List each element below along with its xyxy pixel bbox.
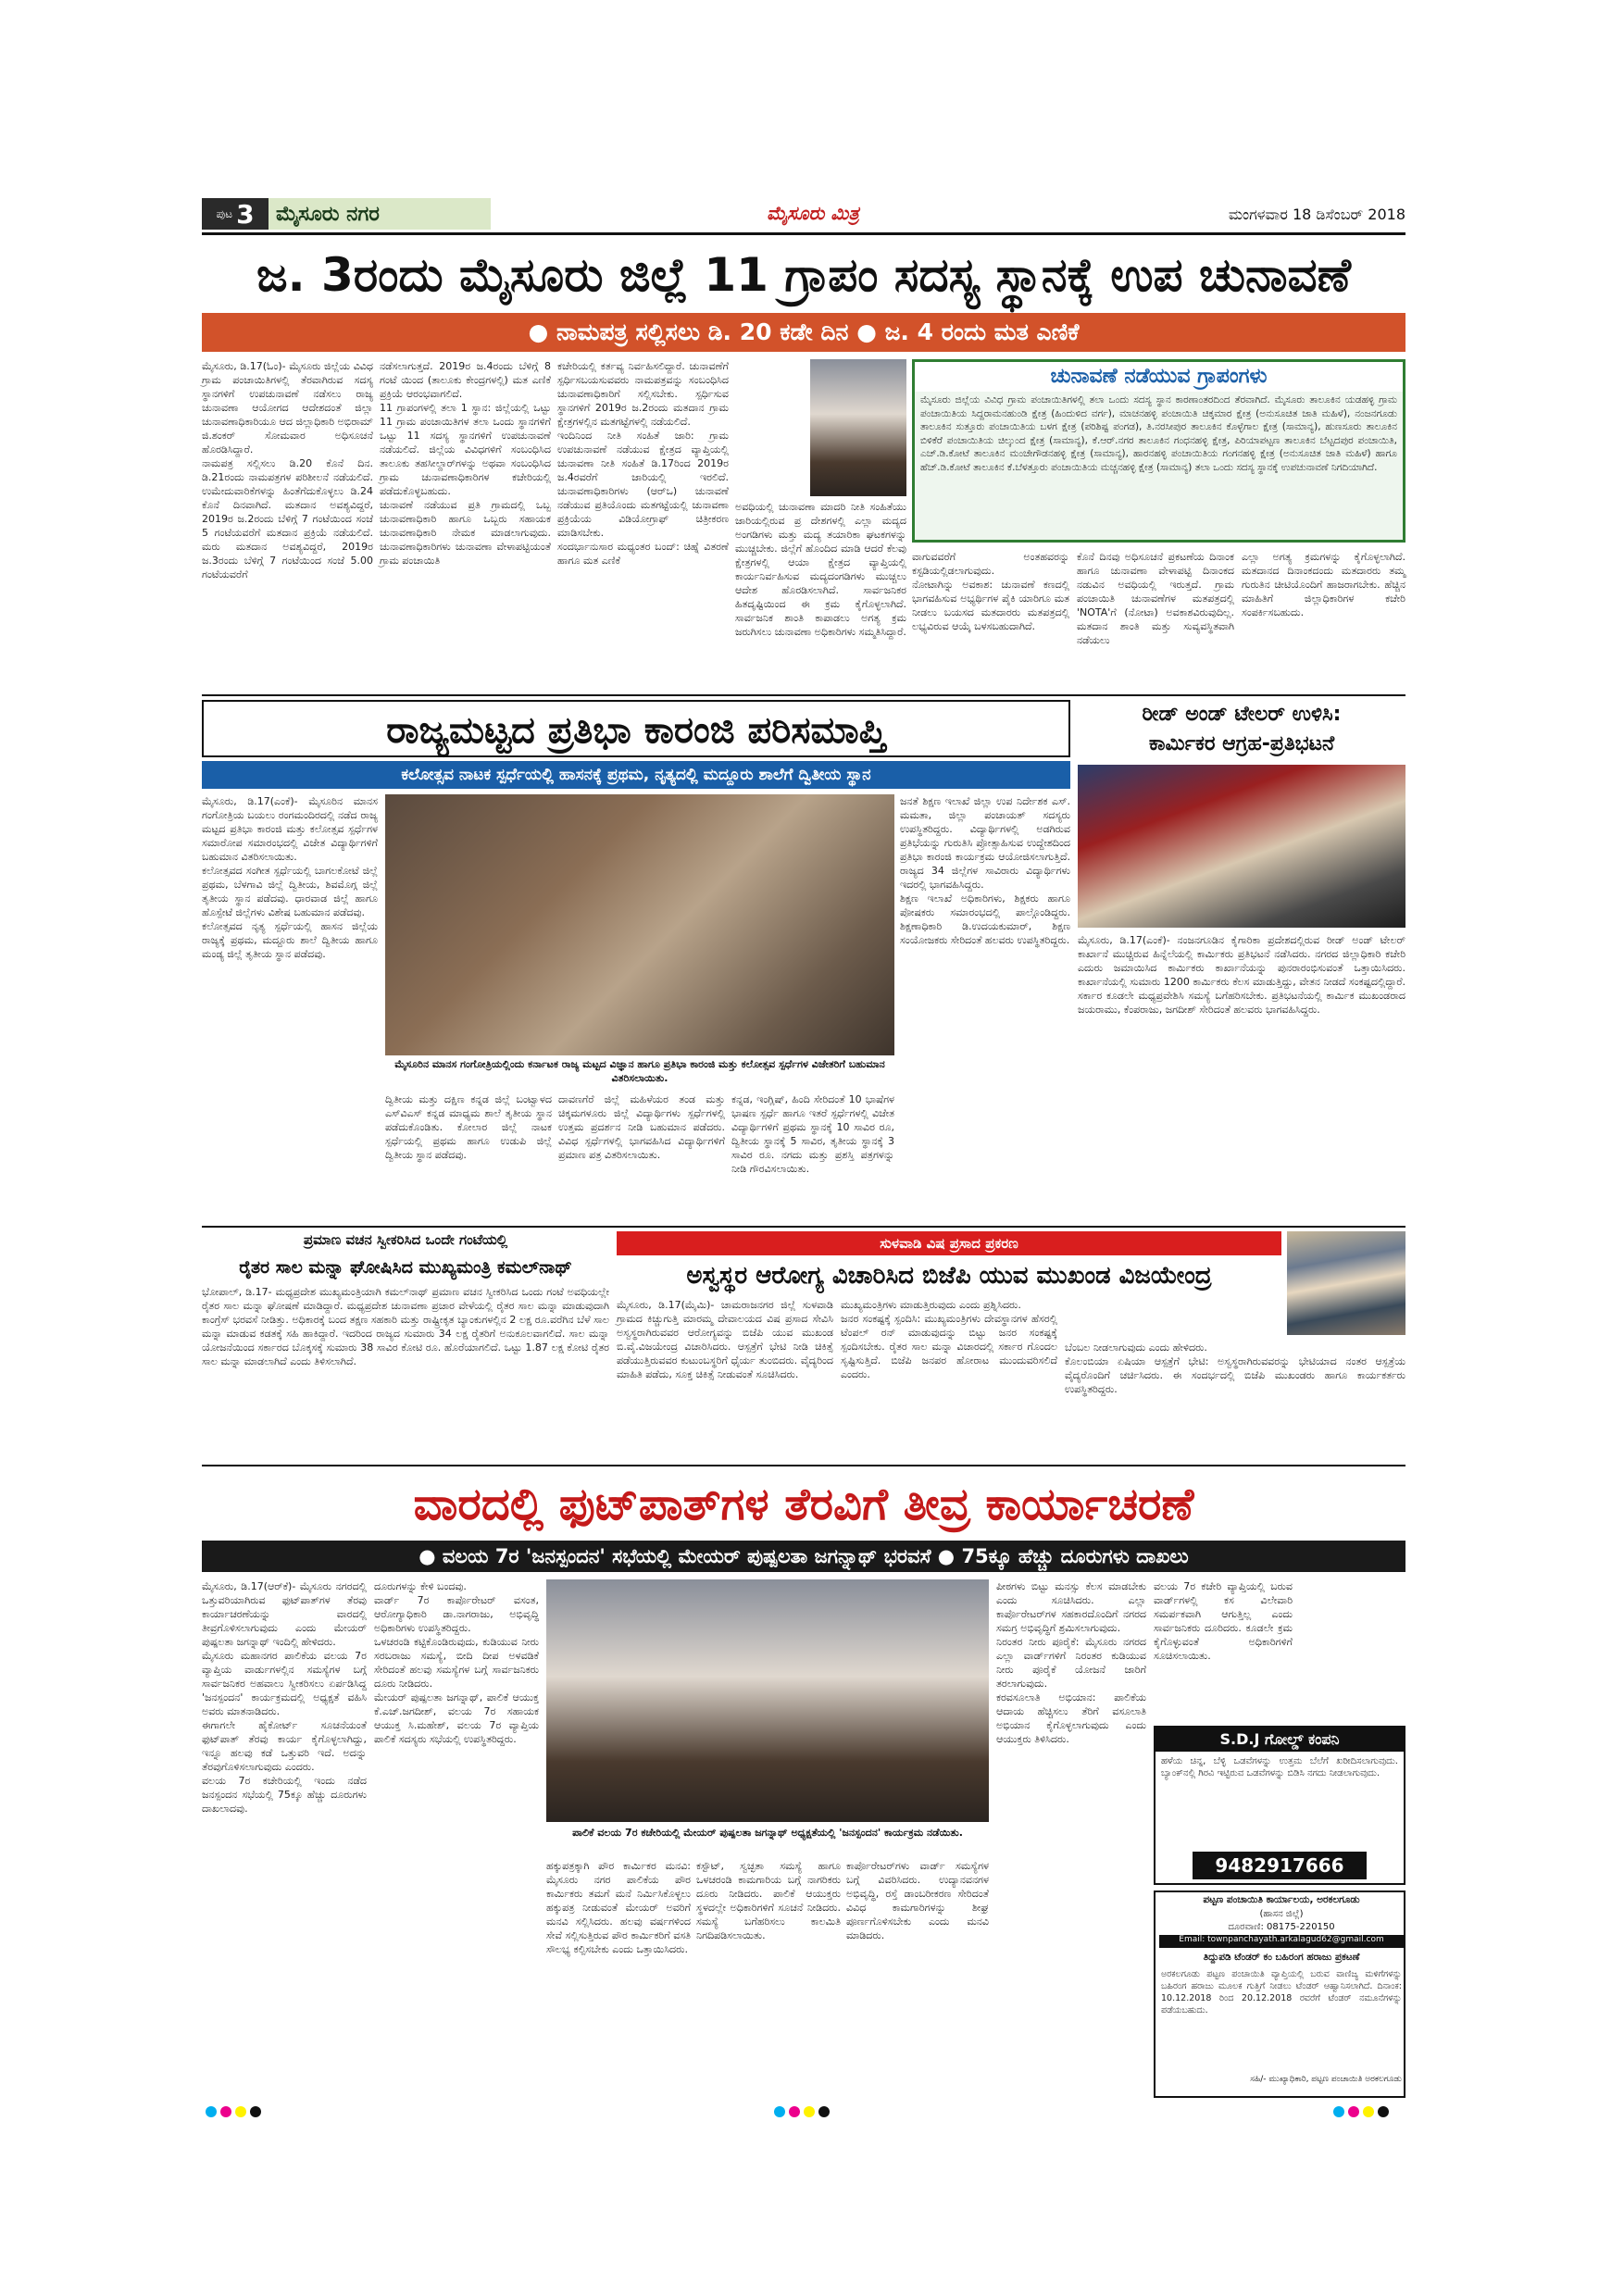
section-label-box bbox=[269, 198, 491, 230]
ad1-name: S.D.J ಗೋಲ್ಡ್ ಕಂಪನಿ bbox=[1156, 1728, 1404, 1752]
section-label: ಮೈಸೂರು ನಗರ bbox=[276, 202, 380, 226]
ad2-title: ಪಟ್ಟಣ ಪಂಚಾಯಿತಿ ಕಾರ್ಯಾಲಯ, ಅರಕಲಗೂಡು bbox=[1203, 1894, 1360, 1905]
ad2-notice-title: ತಿದ್ದುಪಡಿ ಟೆಂಡರ್ ಕಂ ಬಹಿರಂಗ ಹರಾಜು ಪ್ರಕಟಣೆ bbox=[1203, 1952, 1360, 1963]
story1-col6: ಕೊನೆ ದಿನವು ಅಧಿಸೂಚನೆ ಪ್ರಕಟಣೆಯ ದಿನಾಂಕ ಹಾಗೂ ಚುನಾವಣಾ ವೇಳಾಪಟ್ಟಿ ದಿನಾಂಕದ ನಡುವಿನ ಅವಧಿಯಲ್ಲಿ ಇರುತ್ತದೆ. ಗ್ರಾಮ ಪಂಚಾಯಿತಿ ಚುನಾವಣೆಗಳ ಮತಪತ್ರದಲ್ಲಿ 'NOTA'ಗೆ (ನೋಟಾ) ಅವಕಾಶವಿರುವುದಿಲ್ಲ. ಮತದಾನ ಶಾಂತಿ ಮತ್ತು ಸುವ್ಯವಸ್ಥಿತವಾಗಿ ನಡೆಯಲು bbox=[1077, 551, 1238, 646]
header-rule bbox=[202, 232, 1405, 235]
story1-col3: ಕಚೇರಿಯಲ್ಲಿ ಕರ್ತವ್ಯ ನಿರ್ವಹಿಸಲಿದ್ದಾರೆ. ಚುನಾವಣೆಗೆ ಸ್ಪರ್ಧಿಸಬಯಸುವವರು ನಾಮಪತ್ರವನ್ನು ಸಂಬಂಧಿಸಿದ ಚುನಾವಣಾಧಿಕಾರಿಗೆ ಸಲ್ಲಿಸಬೇಕು. ಸ್ಪರ್ಧಿಸುವ ಸ್ಥಾನಗಳಿಗೆ 2019ರ ಜ.2ರಂದು ಮತದಾನ ಗ್ರಾಮ ಕ್ಷೇತ್ರಗಳಲ್ಲಿನ ಮತಗಟ್ಟೆಗಳಲ್ಲಿ ನಡೆಯಲಿದೆ. ಇಂದಿನಿಂದ ನೀತಿ ಸಂಹಿತೆ ಜಾರಿ: ಗ್ರಾಮ ಉಪಚುನಾವಣೆ ನಡೆಯುವ ಕ್ಷೇತ್ರದ ವ್ಯಾಪ್ತಿಯಲ್ಲಿ ಚುನಾವಣಾ ನೀತಿ ಸಂಹಿತೆ ಡಿ.17ರಿಂದ 2019ರ ಜ.4ರವರೆಗೆ ಜಾರಿಯಲ್ಲಿ ಇರಲಿದೆ. ಚುನಾವಣಾಧಿಕಾರಿಗಳು (ಆರ್‌ಒ) ಚುನಾವಣೆ ನಡೆಯುವ ಪ್ರತಿಯೊಂದು ಮತಗಟ್ಟೆಯಲ್ಲಿ ಚುನಾವಣಾ ಪ್ರಕ್ರಿಯೆಯ ವಿಡಿಯೋಗ್ರಾಫ್ ಚಿತ್ರೀಕರಣ ಮಾಡಿಸಬೇಕು. ಸಂದರ್ಭಾನುಸಾರ ಮಧ್ಯಂತರ ಬಂದ್: ಚಿಹ್ನೆ ವಿತರಣೆ ಹಾಗೂ ಮತ ಎಣಿಕೆ bbox=[557, 360, 730, 567]
story6-col2: ದೂರುಗಳನ್ನು ಕೇಳಿ ಬಂದವು. ವಾರ್ಡ್ 7ರ ಕಾರ್ಪೊರೇಟರ್ ವಸಂತ, ಆರೋಗ್ಯಾಧಿಕಾರಿ ಡಾ.ನಾಗರಾಜು, ಅಭಿವೃದ್ಧಿ ಅಧಿಕಾರಿಗಳು ಉಪಸ್ಥಿತರಿದ್ದರು. ಒಳಚರಂಡಿ ಕಟ್ಟಿಕೊಂಡಿರುವುದು, ಕುಡಿಯುವ ನೀರು ಸರಬರಾಜು ಸಮಸ್ಯೆ, ಬೀದಿ ದೀಪ ಅಳವಡಿಕೆ ಸೇರಿದಂತೆ ಹಲವು ಸಮಸ್ಯೆಗಳ ಬಗ್ಗೆ ಸಾರ್ವಜನಿಕರು ದೂರು ನೀಡಿದರು. ಮೇಯರ್ ಪುಷ್ಪಲತಾ ಜಗನ್ನಾಥ್, ಪಾಲಿಕೆ ಆಯುಕ್ತ ಕೆ.ಎಚ್.ಜಗದೀಶ್, ವಲಯ 7ರ ಸಹಾಯಕ ಆಯುಕ್ತ ಸಿ.ಮಹೇಶ್, ವಲಯ 7ರ ವ್ಯಾಪ್ತಿಯ ಪಾಲಿಕೆ ಸದಸ್ಯರು ಸಭೆಯಲ್ಲಿ ಉಪಸ್ಥಿತರಿದ್ದರು. bbox=[374, 1580, 539, 1745]
story3-body: ಮೈಸೂರು, ಡಿ.17(ಎಂಕೆ)- ನಂಜನಗೂಡಿನ ಕೈಗಾರಿಕಾ ಪ್ರದೇಶದಲ್ಲಿರುವ ರೀಡ್ ಅಂಡ್ ಟೇಲರ್ ಕಾರ್ಖಾನೆ ಮುಚ್ಚಿರುವ ಹಿನ್ನೆಲೆಯಲ್ಲಿ ಕಾರ್ಮಿಕರು ಪ್ರತಿಭಟನೆ ನಡೆಸಿದರು. ನಗರದ ಜಿಲ್ಲಾಧಿಕಾರಿ ಕಚೇರಿ ಎದುರು ಜಮಾಯಿಸಿದ ಕಾರ್ಮಿಕರು ಕಾರ್ಖಾನೆಯನ್ನು ಪುನರಾರಂಭಿಸುವಂತೆ ಒತ್ತಾಯಿಸಿದರು. ಕಾರ್ಖಾನೆಯಲ್ಲಿ ಸುಮಾರು 1200 ಕಾರ್ಮಿಕರು ಕೆಲಸ ಮಾಡುತ್ತಿದ್ದು, ವೇತನ ನೀಡದೆ ಸಂಕಷ್ಟದಲ್ಲಿದ್ದಾರೆ. ಸರ್ಕಾರ ಕೂಡಲೇ ಮಧ್ಯಪ್ರವೇಶಿಸಿ ಸಮಸ್ಯೆ ಬಗೆಹರಿಸಬೇಕು. ಪ್ರತಿಭಟನೆಯಲ್ಲಿ ಕಾರ್ಮಿಕ ಮುಖಂಡರಾದ ಜಯರಾಮು, ಕೆಂಪರಾಜು, ಜಗದೀಶ್ ಸೇರಿದಂತೆ ಹಲವರು ಭಾಗವಹಿಸಿದ್ದರು. bbox=[1078, 934, 1409, 1016]
story6-col1: ಮೈಸೂರು, ಡಿ.17(ಆರ್‌ಕೆ)- ಮೈಸೂರು ನಗರದಲ್ಲಿ ಒತ್ತುವರಿಯಾಗಿರುವ ಫುಟ್‌ಪಾತ್‌ಗಳ ತೆರವು ಕಾರ್ಯಾಚರಣೆಯನ್ನು ವಾರದಲ್ಲಿ ತೀವ್ರಗೊಳಿಸಲಾಗುವುದು ಎಂದು ಮೇಯರ್ ಪುಷ್ಪಲತಾ ಜಗನ್ನಾಥ್ ಇಂದಿಲ್ಲಿ ಹೇಳಿದರು. ಮೈಸೂರು ಮಹಾನಗರ ಪಾಲಿಕೆಯ ವಲಯ 7ರ ವ್ಯಾಪ್ತಿಯ ವಾರ್ಡುಗಳಲ್ಲಿನ ಸಮಸ್ಯೆಗಳ ಬಗ್ಗೆ ಸಾರ್ವಜನಿಕರ ಅಹವಾಲು ಸ್ವೀಕರಿಸಲು ಏರ್ಪಡಿಸಿದ್ದ 'ಜನಸ್ಪಂದನ' ಕಾರ್ಯಕ್ರಮದಲ್ಲಿ ಅಧ್ಯಕ್ಷತೆ ವಹಿಸಿ ಅವರು ಮಾತನಾಡಿದರು. ಈಗಾಗಲೇ ಹೈಕೋರ್ಟ್ ಸೂಚನೆಯಂತೆ ಫುಟ್‌ಪಾತ್ ತೆರವು ಕಾರ್ಯ ಕೈಗೊಳ್ಳಲಾಗಿದ್ದು, ಇನ್ನೂ ಹಲವು ಕಡೆ ಒತ್ತುವರಿ ಇದೆ. ಅದನ್ನು ತೆರವುಗೊಳಿಸಲಾಗುವುದು ಎಂದರು. ವಲಯ 7ರ ಕಚೇರಿಯಲ್ಲಿ ಇಂದು ನಡೆದ ಜನಸ್ಪಂದನ ಸಭೆಯಲ್ಲಿ 75ಕ್ಕೂ ಹೆಚ್ಚು ದೂರುಗಳು ದಾಖಲಾದವು. bbox=[202, 1580, 367, 1815]
ad2-sign: ಸಹಿ/- ಮುಖ್ಯಾಧಿಕಾರಿ, ಪಟ್ಟಣ ಪಂಚಾಯಿತಿ ಅರಕಲಗೂಡು bbox=[1250, 2075, 1402, 2084]
registration-marks-center bbox=[774, 2103, 848, 2116]
story2-event-photo bbox=[385, 794, 894, 1055]
story2-below3: ಕನ್ನಡ, ಇಂಗ್ಲಿಷ್, ಹಿಂದಿ ಸೇರಿದಂತೆ 10 ಭಾಷೆಗಳ ಭಾಷಣ ಸ್ಪರ್ಧೆ ಹಾಗೂ ಇತರೆ ಸ್ಪರ್ಧೆಗಳಲ್ಲಿ ವಿಜೇತ ವಿದ್ಯಾರ್ಥಿಗಳಿಗೆ ಪ್ರಥಮ ಸ್ಥಾನಕ್ಕೆ 10 ಸಾವಿರ ರೂ, ದ್ವಿತೀಯ ಸ್ಥಾನಕ್ಕೆ 5 ಸಾವಿರ, ತೃತೀಯ ಸ್ಥಾನಕ್ಕೆ 3 ಸಾವಿರ ರೂ. ನಗದು ಮತ್ತು ಪ್ರಶಸ್ತಿ ಪತ್ರಗಳನ್ನು ನೀಡಿ ಗೌರವಿಸಲಾಯಿತು. bbox=[731, 1093, 898, 1175]
story1-headline: ಜ. 3ರಂದು ಮೈಸೂರು ಜಿಲ್ಲೆ 11 ಗ್ರಾಪಂ ಸದಸ್ಯ ಸ್ಥಾನಕ್ಕೆ ಉಪ ಚುನಾವಣೆ bbox=[256, 248, 1351, 302]
page-label: ಪುಟ bbox=[216, 206, 233, 220]
tender-notice-ad bbox=[1154, 1890, 1405, 2098]
story5-col3: ಬೆಂಬಲ ನೀಡಲಾಗುವುದು ಎಂದು ಹೇಳಿದರು. ಕೊಲಂಬಿಯಾ ಏಷಿಯಾ ಆಸ್ಪತ್ರೆಗೆ ಭೇಟಿ: ಅಸ್ವಸ್ಥರಾಗಿರುವವರನ್ನು ಭೇಟಿಯಾದ ನಂತರ ಆಸ್ಪತ್ರೆಯ ವೈದ್ಯರೊಂದಿಗೆ ಚರ್ಚಿಸಿದರು. ಈ ಸಂದರ್ಭದಲ್ಲಿ ಬಿಜೆಪಿ ಮುಖಂಡರು ಹಾಗೂ ಕಾರ್ಯಕರ್ತರು ಉಪಸ್ಥಿತರಿದ್ದರು. bbox=[1065, 1341, 1405, 1395]
page-header bbox=[202, 198, 1405, 231]
story5-headline: ಅಸ್ವಸ್ಥರ ಆರೋಗ್ಯ ವಿಚಾರಿಸಿದ ಬಿಜೆಪಿ ಯುವ ಮುಖಂಡ ವಿಜಯೇಂದ್ರ bbox=[686, 1262, 1212, 1290]
info-box-title: ಚುನಾವಣೆ ನಡೆಯುವ ಗ್ರಾಪಂಗಳು bbox=[915, 362, 1403, 392]
info-box bbox=[912, 359, 1405, 543]
story2-col5: ಜನತೆ ಶಿಕ್ಷಣ ಇಲಾಖೆ ಜಿಲ್ಲಾ ಉಪ ನಿರ್ದೇಶಕ ಎಸ್. ಮಮತಾ, ಜಿಲ್ಲಾ ಪಂಚಾಯತ್ ಸದಸ್ಯರು ಉಪಸ್ಥಿತರಿದ್ದರು. ವಿದ್ಯಾರ್ಥಿಗಳಲ್ಲಿ ಅಡಗಿರುವ ಪ್ರತಿಭೆಯನ್ನು ಗುರುತಿಸಿ ಪ್ರೋತ್ಸಾಹಿಸುವ ಉದ್ದೇಶದಿಂದ ಪ್ರತಿಭಾ ಕಾರಂಜಿ ಕಾರ್ಯಕ್ರಮ ಆಯೋಜಿಸಲಾಗುತ್ತಿದೆ. ರಾಜ್ಯದ 34 ಜಿಲ್ಲೆಗಳ ಸಾವಿರಾರು ವಿದ್ಯಾರ್ಥಿಗಳು ಇದರಲ್ಲಿ ಭಾಗವಹಿಸಿದ್ದರು. ಶಿಕ್ಷಣ ಇಲಾಖೆ ಅಧಿಕಾರಿಗಳು, ಶಿಕ್ಷಕರು ಹಾಗೂ ಪೋಷಕರು ಸಮಾರಂಭದಲ್ಲಿ ಪಾಲ್ಗೊಂಡಿದ್ದರು. ಶಿಕ್ಷಣಾಧಿಕಾರಿ ಡಿ.ಉದಯಕುಮಾರ್, ಶಿಕ್ಷಣ ಸಂಯೋಜಕರು ಸೇರಿದಂತೆ ಹಲವರು ಉಪಸ್ಥಿತರಿದ್ದರು. bbox=[900, 795, 1070, 946]
gold-company-ad bbox=[1154, 1726, 1405, 1885]
story5-kicker: ಸುಳವಾಡಿ ವಿಷ ಪ್ರಸಾದ ಪ್ರಕರಣ bbox=[617, 1231, 1281, 1255]
story5-col1: ಮೈಸೂರು, ಡಿ.17(ಮೈಮಿ)- ಚಾಮರಾಜನಗರ ಜಿಲ್ಲೆ ಸುಳವಾಡಿ ಗ್ರಾಮದ ಕಿಚ್ಚುಗುತ್ತಿ ಮಾರಮ್ಮ ದೇವಾಲಯದ ವಿಷ ಪ್ರಸಾದ ಸೇವಿಸಿ ಅಸ್ವಸ್ಥರಾಗಿರುವವರ ಆರೋಗ್ಯವನ್ನು ಬಿಜೆಪಿ ಯುವ ಮುಖಂಡ ಬಿ.ವೈ.ವಿಜಯೇಂದ್ರ ವಿಚಾರಿಸಿದರು. ಆಸ್ಪತ್ರೆಗೆ ಭೇಟಿ ನೀಡಿ ಚಿಕಿತ್ಸೆ ಪಡೆಯುತ್ತಿರುವವರ ಕುಟುಂಬಸ್ಥರಿಗೆ ಧೈರ್ಯ ತುಂಬಿದರು. ವೈದ್ಯರಿಂದ ಮಾಹಿತಿ ಪಡೆದು, ಸೂಕ್ತ ಚಿಕಿತ್ಸೆ ನೀಡುವಂತೆ ಸೂಚಿಸಿದರು. bbox=[617, 1299, 837, 1380]
story1-col1: ಮೈಸೂರು, ಡಿ.17(ಓಂ)- ಮೈಸೂರು ಜಿಲ್ಲೆಯ ವಿವಿಧ ಗ್ರಾಮ ಪಂಚಾಯಿತಿಗಳಲ್ಲಿ ತೆರವಾಗಿರುವ ಸದಸ್ಯ ಸ್ಥಾನಗಳಿಗೆ ಉಪಚುನಾವಣೆ ನಡೆಸಲು ರಾಜ್ಯ ಚುನಾವಣಾ ಆಯೋಗದ ಆದೇಶದಂತೆ ಜಿಲ್ಲಾ ಚುನಾವಣಾಧಿಕಾರಿಯೂ ಆದ ಜಿಲ್ಲಾಧಿಕಾರಿ ಅಭಿರಾಮ್ ಜಿ.ಶಂಕರ್ ಸೋಮವಾರ ಅಧಿಸೂಚನೆ ಹೊರಡಿಸಿದ್ದಾರೆ. ನಾಮಪತ್ರ ಸಲ್ಲಿಸಲು ಡಿ.20 ಕೊನೆ ದಿನ. ಡಿ.21ರಂದು ನಾಮಪತ್ರಗಳ ಪರಿಶೀಲನೆ ನಡೆಯಲಿದೆ. ಉಮೇದುವಾರಿಕೆಗಳನ್ನು ಹಿಂತೆಗೆದುಕೊಳ್ಳಲು ಡಿ.24 ಕೊನೆ ದಿನವಾಗಿದೆ. ಮತದಾನ ಅವಶ್ಯವಿದ್ದರೆ, 2019ರ ಜ.2ರಂದು ಬೆಳಿಗ್ಗೆ 7 ಗಂಟೆಯಿಂದ ಸಂಜೆ 5 ಗಂಟೆಯವರೆಗೆ ಮತದಾನ ಪ್ರಕ್ರಿಯೆ ನಡೆಯಲಿದೆ. ಮರು ಮತದಾನ ಅವಶ್ಯವಿದ್ದರೆ, 2019ರ ಜ.3ರಂದು ಬೆಳಿಗ್ಗೆ 7 ಗಂಟೆಯಿಂದ ಸಂಜೆ 5.00 ಗಂಟೆಯವರೆಗೆ bbox=[202, 360, 373, 580]
registration-marks-left bbox=[206, 2103, 280, 2116]
story2-headline: ರಾಜ್ಯಮಟ್ಟದ ಪ್ರತಿಭಾ ಕಾರಂಜಿ ಪರಿಸಮಾಪ್ತಿ bbox=[202, 700, 1070, 757]
story6-headline: ವಾರದಲ್ಲಿ ಫುಟ್‌ಪಾತ್‌ಗಳ ತೆರವಿಗೆ ತೀವ್ರ ಕಾರ್ಯಾಚರಣೆ bbox=[413, 1479, 1194, 1530]
story1-subhead: ● ನಾಮಪತ್ರ ಸಲ್ಲಿಸಲು ಡಿ. 20 ಕಡೇ ದಿನ ● ಜ. 4 ರಂದು ಮತ ಎಣಿಕೆ bbox=[202, 313, 1405, 352]
story3-protest-photo bbox=[1078, 765, 1405, 928]
issue-date: ಮಂಗಳವಾರ 18 ಡಿಸೆಂಬರ್ 2018 bbox=[1228, 206, 1405, 223]
page-number-box bbox=[202, 198, 269, 230]
section-rule-2 bbox=[202, 1226, 1405, 1228]
registration-marks-right bbox=[1333, 2103, 1407, 2116]
story6-col5: ಪೀಠಗಳು ಬಿಟ್ಟು ಮನಸ್ಸು ಕೆಲಸ ಮಾಡಬೇಕು ಎಂದು ಸೂಚಿಸಿದರು. ಎಲ್ಲಾ ಕಾರ್ಪೊರೇಟರ್‌ಗಳ ಸಹಕಾರದೊಂದಿಗೆ ನಗರದ ಸಮಗ್ರ ಅಭಿವೃದ್ಧಿಗೆ ಶ್ರಮಿಸಲಾಗುವುದು. ನಿರಂತರ ನೀರು ಪೂರೈಕೆ: ಮೈಸೂರು ನಗರದ ಎಲ್ಲಾ ವಾರ್ಡ್‌ಗಳಿಗೆ ನಿರಂತರ ಕುಡಿಯುವ ನೀರು ಪೂರೈಕೆ ಯೋಜನೆ ಜಾರಿಗೆ ತರಲಾಗುವುದು. ಕರವಸೂಲಾತಿ ಅಭಿಯಾನ: ಪಾಲಿಕೆಯ ಆದಾಯ ಹೆಚ್ಚಿಸಲು ತೆರಿಗೆ ವಸೂಲಾತಿ ಅಭಿಯಾನ ಕೈಗೊಳ್ಳಲಾಗುವುದು ಎಂದು ಆಯುಕ್ತರು ತಿಳಿಸಿದರು. bbox=[996, 1580, 1146, 1745]
story6-photo-caption: ಪಾಲಿಕೆ ವಲಯ 7ರ ಕಚೇರಿಯಲ್ಲಿ ಮೇಯರ್ ಪುಷ್ಪಲತಾ ಜಗನ್ನಾಥ್ ಅಧ್ಯಕ್ಷತೆಯಲ್ಲಿ 'ಜನಸ್ಪಂದನ' ಕಾರ್ಯಕ್ರಮ ನಡೆಯಿತು. bbox=[572, 1827, 963, 1839]
story1-portrait-photo bbox=[810, 359, 906, 496]
ad1-body: ಹಳೆಯ ಚಿನ್ನ, ಬೆಳ್ಳಿ ಒಡವೆಗಳನ್ನು ಉತ್ತಮ ಬೆಲೆಗೆ ಖರೀದಿಸಲಾಗುವುದು. ಬ್ಯಾಂಕ್‌ನಲ್ಲಿ ಗಿರವಿ ಇಟ್ಟಿರುವ ಒಡವೆಗಳನ್ನು ಬಿಡಿಸಿ ನಗದು ನೀಡಲಾಗುವುದು. bbox=[1161, 1756, 1402, 1778]
ad2-body: ಅರಕಲಗೂಡು ಪಟ್ಟಣ ಪಂಚಾಯಿತಿ ವ್ಯಾಪ್ತಿಯಲ್ಲಿ ಬರುವ ವಾಣಿಜ್ಯ ಮಳಿಗೆಗಳನ್ನು ಬಹಿರಂಗ ಹರಾಜು ಮೂಲಕ ಗುತ್ತಿಗೆ ನೀಡಲು ಟೆಂಡರ್ ಆಹ್ವಾನಿಸಲಾಗಿದೆ. ದಿನಾಂಕ: 10.12.2018 ರಿಂದ 20.12.2018 ರವರೆಗೆ ಟೆಂಡರ್ ನಮೂನೆಗಳನ್ನು ಪಡೆಯಬಹುದು. bbox=[1161, 1969, 1405, 2015]
page-number: 3 bbox=[236, 198, 255, 230]
story3-headline2: ಕಾರ್ಮಿಕರ ಆಗ್ರಹ-ಪ್ರತಿಭಟನೆ bbox=[1148, 732, 1335, 755]
ad2-subtitle: (ಹಾಸನ ಜಿಲ್ಲೆ) bbox=[1259, 1909, 1304, 1919]
section-rule-1 bbox=[202, 694, 1405, 696]
story6-below2: ಕಸ್ಟೌಟ್, ಸ್ವಚ್ಛತಾ ಸಮಸ್ಯೆ ಹಾಗೂ ಒಳಚರಂಡಿ ಕಾಮಗಾರಿಯ ಬಗ್ಗೆ ನಾಗರಿಕರು ದೂರು ನೀಡಿದರು. ಪಾಲಿಕೆ ಆಯುಕ್ತರು ಸ್ಥಳದಲ್ಲೇ ಅಧಿಕಾರಿಗಳಿಗೆ ಸೂಚನೆ ನೀಡಿದರು. ಸಮಸ್ಯೆ ಬಗೆಹರಿಸಲು ಕಾಲಮಿತಿ ನಿಗದಿಪಡಿಸಲಾಯಿತು. bbox=[696, 1860, 844, 1941]
masthead: ಮೈಸೂರು ಮಿತ್ರ bbox=[767, 202, 859, 224]
story5-portrait-photo bbox=[1287, 1231, 1405, 1335]
story6-col6: ವಲಯ 7ರ ಕಚೇರಿ ವ್ಯಾಪ್ತಿಯಲ್ಲಿ ಬರುವ ವಾರ್ಡ್‌ಗಳಲ್ಲಿ ಕಸ ವಿಲೇವಾರಿ ಸಮರ್ಪಕವಾಗಿ ಆಗುತ್ತಿಲ್ಲ ಎಂದು ಸಾರ್ವಜನಿಕರು ದೂರಿದರು. ಕೂಡಲೇ ಕ್ರಮ ಕೈಗೊಳ್ಳುವಂತೆ ಅಧಿಕಾರಿಗಳಿಗೆ ಸೂಚಿಸಲಾಯಿತು. bbox=[1154, 1580, 1296, 1662]
story1-col5: ವಾಗುವವರೆಗೆ ಅಂತಹವರನ್ನು ಕಸ್ಟಡಿಯಲ್ಲಿಡಲಾಗುವುದು. ನೋಟಾಗಿನ್ನು ಅವಕಾಶ: ಚುನಾವಣೆ ಕಣದಲ್ಲಿ ಭಾಗವಹಿಸುವ ಅಭ್ಯರ್ಥಿಗಳ ಪೈಕಿ ಯಾರಿಗೂ ಮತ ನೀಡಲು ಬಯಸದ ಮತದಾರರು ಮತಪತ್ರದಲ್ಲಿ ಲಭ್ಯವಿರುವ ಆಯ್ಕೆ ಬಳಸಬಹುದಾಗಿದೆ. bbox=[912, 551, 1069, 632]
section-rule-3 bbox=[202, 1465, 1405, 1466]
story1-col2: ನಡೆಸಲಾಗುತ್ತದೆ. 2019ರ ಜ.4ರಂದು ಬೆಳಿಗ್ಗೆ 8 ಗಂಟೆ ಯಿಂದ (ತಾಲೂಕು ಕೇಂದ್ರಗಳಲ್ಲಿ) ಮತ ಎಣಿಕೆ ಪ್ರಕ್ರಿಯೆ ಆರಂಭವಾಗಲಿದೆ. 11 ಗ್ರಾಪಂಗಳಲ್ಲಿ ತಲಾ 1 ಸ್ಥಾನ: ಜಿಲ್ಲೆಯಲ್ಲಿ ಒಟ್ಟು 11 ಗ್ರಾಮ ಪಂಚಾಯಿತಿಗಳ ತಲಾ ಒಂದು ಸ್ಥಾನಗಳಿಗೆ ಒಟ್ಟು 11 ಸದಸ್ಯ ಸ್ಥಾನಗಳಿಗೆ ಉಪಚುನಾವಣೆ ನಡೆಯಲಿದೆ. ಜಿಲ್ಲೆಯ ವಿವಿಧಗಳಿಗೆ ಸಂಬಂಧಿಸಿದ ತಾಲೂಕು ತಹಸೀಲ್ದಾರ್‌ಗಳನ್ನು ಅಥವಾ ಸಂಬಂಧಿಸಿದ ಗ್ರಾಮ ಚುನಾವಣಾಧಿಕಾರಿಗಳ ಕಚೇರಿಯಲ್ಲಿ ಪಡೆದುಕೊಳ್ಳಬಹುದು. ಚುನಾವಣೆ ನಡೆಯುವ ಪ್ರತಿ ಗ್ರಾಮದಲ್ಲಿ ಒಬ್ಬ ಚುನಾವಣಾಧಿಕಾರಿ ಹಾಗೂ ಒಬ್ಬರು ಸಹಾಯಕ ಚುನಾವಣಾಧಿಕಾರಿ ನೇಮಕ ಮಾಡಲಾಗುವುದು. ಚುನಾವಣಾಧಿಕಾರಿಗಳು ಚುನಾವಣಾ ವೇಳಾಪಟ್ಟಿಯಂತೆ ಗ್ರಾಮ ಪಂಚಾಯಿತಿ bbox=[380, 360, 551, 567]
ad2-email: Email: townpanchayath.arkalagud62@gmail.com bbox=[1159, 1935, 1404, 1948]
story5-col2: ಮುಖ್ಯಮಂತ್ರಿಗಳು ಮಾಡುತ್ತಿರುವುದು ಎಂದು ಪ್ರಶ್ನಿಸಿದರು. ಜನರ ಸಂಕಷ್ಟಕ್ಕೆ ಸ್ಪಂದಿಸಿ: ಮುಖ್ಯಮಂತ್ರಿಗಳು ದೇವಸ್ಥಾನಗಳ ಹೆಸರಲ್ಲಿ ಟೆಂಪಲ್ ರನ್ ಮಾಡುವುದನ್ನು ಬಿಟ್ಟು ಜನರ ಸಂಕಷ್ಟಕ್ಕೆ ಸ್ಪಂದಿಸಬೇಕು. ರೈತರ ಸಾಲ ಮನ್ನಾ ವಿಚಾರದಲ್ಲಿ ಸರ್ಕಾರ ಗೊಂದಲ ಸೃಷ್ಟಿಸುತ್ತಿದೆ. ಬಿಜೆಪಿ ಜನಪರ ಹೋರಾಟ ಮುಂದುವರಿಸಲಿದೆ ಎಂದರು. bbox=[841, 1299, 1057, 1380]
story4-kicker: ಪ್ರಮಾಣ ವಚನ ಸ್ವೀಕರಿಸಿದ ಒಂದೇ ಗಂಟೆಯಲ್ಲಿ bbox=[303, 1231, 508, 1248]
story6-below3: ಕಾರ್ಪೊರೇಟರ್‌ಗಳು ವಾರ್ಡ್ ಸಮಸ್ಯೆಗಳ ಬಗ್ಗೆ ವಿವರಿಸಿದರು. ಉದ್ಯಾನವನಗಳ ಅಭಿವೃದ್ಧಿ, ರಸ್ತೆ ಡಾಂಬರೀಕರಣ ಸೇರಿದಂತೆ ವಿವಿಧ ಕಾಮಗಾರಿಗಳನ್ನು ಶೀಘ್ರ ಪೂರ್ಣಗೊಳಿಸಬೇಕು ಎಂದು ಮನವಿ ಮಾಡಿದರು. bbox=[846, 1860, 993, 1941]
story2-below1: ದ್ವಿತೀಯ ಮತ್ತು ದಕ್ಷಿಣ ಕನ್ನಡ ಜಿಲ್ಲೆ ಬಂಟ್ವಾಳದ ಎಸ್‌ವಿಎಸ್ ಕನ್ನಡ ಮಾಧ್ಯಮ ಶಾಲೆ ತೃತೀಯ ಸ್ಥಾನ ಪಡೆದುಕೊಂಡಿತು. ಕೋಲಾರ ಜಿಲ್ಲೆ ನಾಟಕ ಸ್ಪರ್ಧೆಯಲ್ಲಿ ಪ್ರಥಮ ಹಾಗೂ ಉಡುಪಿ ಜಿಲ್ಲೆ ದ್ವಿತೀಯ ಸ್ಥಾನ ಪಡೆದವು. bbox=[385, 1093, 556, 1161]
story3-headline: ರೀಡ್ ಅಂಡ್ ಟೇಲರ್ ಉಳಿಸಿ: bbox=[1142, 703, 1342, 726]
story1-col4: ಅವಧಿಯಲ್ಲಿ ಚುನಾವಣಾ ಮಾದರಿ ನೀತಿ ಸಂಹಿತೆಯು ಜಾರಿಯಲ್ಲಿರುವ ಪ್ರ ದೇಶಗಳಲ್ಲಿ ಎಲ್ಲಾ ಮದ್ಯದ ಅಂಗಡಿಗಳು ಮತ್ತು ಮದ್ಯ ತಯಾರಿಕಾ ಘಟಕಗಳನ್ನು ಮುಚ್ಚಬೇಕು. ಜಿಲ್ಲೆಗೆ ಹೊಂದಿದ ಮಾಡಿ ಆದರೆ ಕೆಲವು ಕ್ಷೇತ್ರಗಳಲ್ಲಿ ಆಯಾ ಕ್ಷೇತ್ರದ ವ್ಯಾಪ್ತಿಯಲ್ಲಿ ಕಾರ್ಯನಿರ್ವಹಿಸುವ ಮದ್ಯದಂಗಡಿಗಳು ಮುಚ್ಚಲು ಆದೇಶ ಹೊರಡಿಸಲಾಗಿದೆ. ಸಾರ್ವಜನಿಕರ ಹಿತದೃಷ್ಟಿಯಿಂದ ಈ ಕ್ರಮ ಕೈಗೊಳ್ಳಲಾಗಿದೆ. ಸಾರ್ವಜನಿಕ ಶಾಂತಿ ಕಾಪಾಡಲು ಅಗತ್ಯ ಕ್ರಮ ಜರುಗಿಸಲು ಚುನಾವಣಾ ಅಧಿಕಾರಿಗಳು ಸಮ್ಮತಿಸಿದ್ದಾರೆ. bbox=[735, 501, 910, 638]
story6-subhead: ● ವಲಯ 7ರ 'ಜನಸ್ಪಂದನ' ಸಭೆಯಲ್ಲಿ ಮೇಯರ್ ಪುಷ್ಪಲತಾ ಜಗನ್ನಾಥ್ ಭರವಸೆ ● 75ಕ್ಕೂ ಹೆಚ್ಚು ದೂರುಗಳು ದಾಖಲು bbox=[202, 1541, 1405, 1572]
story1-col4-top bbox=[735, 359, 806, 496]
ad1-phone: 9482917666 bbox=[1193, 1852, 1367, 1879]
info-box-body: ಮೈಸೂರು ಜಿಲ್ಲೆಯ ವಿವಿಧ ಗ್ರಾಮ ಪಂಚಾಯಿತಿಗಳಲ್ಲಿ ತಲಾ ಒಂದು ಸದಸ್ಯ ಸ್ಥಾನ ಕಾರಣಾಂತರದಿಂದ ತೆರವಾಗಿದೆ. ಮೈಸೂರು ತಾಲೂಕಿನ ಯಡಹಳ್ಳಿ ಗ್ರಾಮ ಪಂಚಾಯಿತಿಯ ಸಿದ್ದರಾಮನಹುಂಡಿ ಕ್ಷೇತ್ರ (ಹಿಂದುಳಿದ ವರ್ಗ), ಮಾಚನಹಳ್ಳಿ ಪಂಚಾಯಿತಿ ಚಿಕ್ಕಮಾರ ಕ್ಷೇತ್ರ (ಅನುಸೂಚಿತ ಜಾತಿ ಮಹಿಳೆ), ನಂಜನಗೂಡು ತಾಲೂಕಿನ ಸುತ್ತೂರು ಪಂಚಾಯಿತಿಯ ಬಳಗ ಕ್ಷೇತ್ರ (ಪರಿಶಿಷ್ಟ ಪಂಗಡ), ತಿ.ನರಸೀಪುರ ತಾಲೂಕಿನ ಕೊಳ್ಳೆಗಾಲ ಕ್ಷೇತ್ರ (ಸಾಮಾನ್ಯ), ಹುಣಸೂರು ತಾಲೂಕಿನ ಬಿಳಿಕೆರೆ ಪಂಚಾಯಿತಿಯ ಚಿಲ್ಕುಂದ ಕ್ಷೇತ್ರ (ಸಾಮಾನ್ಯ), ಕೆ.ಆರ್.ನಗರ ತಾಲೂಕಿನ ಗಂಧನಹಳ್ಳಿ ಕ್ಷೇತ್ರ, ಪಿರಿಯಾಪಟ್ಟಣ ತಾಲೂಕಿನ ಬೆಟ್ಟದಪುರ ಪಂಚಾಯಿತಿ, ಎಚ್.ಡಿ.ಕೋಟೆ ತಾಲೂಕಿನ ಮಂಚೇಗೌಡನಹಳ್ಳಿ ಕ್ಷೇತ್ರ (ಸಾಮಾನ್ಯ), ಹಾರನಹಳ್ಳಿ ಪಂಚಾಯಿತಿಯ ಗಂಗನಹಳ್ಳಿ ಕ್ಷೇತ್ರ (ಅನುಸೂಚಿತ ಜಾತಿ ಮಹಿಳೆ) ಹಾಗೂ ಹೆಚ್.ಡಿ.ಕೋಟೆ ತಾಲೂಕಿನ ಕೆ.ಬೆಳತ್ತೂರು ಪಂಚಾಯಿತಿಯ ಮಚ್ಚನಹಳ್ಳಿ ಕ್ಷೇತ್ರ (ಸಾಮಾನ್ಯ) ತಲಾ ಒಂದು ಸದಸ್ಯ ಸ್ಥಾನಕ್ಕೆ ಉಪಚುನಾವಣೆ ನಿಗದಿಯಾಗಿದೆ. bbox=[920, 394, 1401, 473]
story2-subhead: ಕಲೋತ್ಸವ ನಾಟಕ ಸ್ಪರ್ಧೆಯಲ್ಲಿ ಹಾಸನಕ್ಕೆ ಪ್ರಥಮ, ನೃತ್ಯದಲ್ಲಿ ಮದ್ದೂರು ಶಾಲೆಗೆ ದ್ವಿತೀಯ ಸ್ಥಾನ bbox=[202, 761, 1070, 789]
story6-below1: ಹಕ್ಕುಪತ್ರಕ್ಕಾಗಿ ಪೌರ ಕಾರ್ಮಿಕರ ಮನವಿ: ಮೈಸೂರು ನಗರ ಪಾಲಿಕೆಯ ಪೌರ ಕಾರ್ಮಿಕರು ತಮಗೆ ಮನೆ ನಿರ್ಮಿಸಿಕೊಳ್ಳಲು ಹಕ್ಕುಪತ್ರ ನೀಡುವಂತೆ ಮೇಯರ್ ಅವರಿಗೆ ಮನವಿ ಸಲ್ಲಿಸಿದರು. ಹಲವು ವರ್ಷಗಳಿಂದ ಸೇವೆ ಸಲ್ಲಿಸುತ್ತಿರುವ ಪೌರ ಕಾರ್ಮಿಕರಿಗೆ ವಸತಿ ಸೌಲಭ್ಯ ಕಲ್ಪಿಸಬೇಕು ಎಂದು ಒತ್ತಾಯಿಸಿದರು. bbox=[546, 1860, 694, 1955]
story4-body: ಭೋಪಾಲ್, ಡಿ.17- ಮಧ್ಯಪ್ರದೇಶ ಮುಖ್ಯಮಂತ್ರಿಯಾಗಿ ಕಮಲ್‌ನಾಥ್ ಪ್ರಮಾಣ ವಚನ ಸ್ವೀಕರಿಸಿದ ಒಂದು ಗಂಟೆ ಅವಧಿಯಲ್ಲೇ ರೈತರ ಸಾಲ ಮನ್ನಾ ಘೋಷಣೆ ಮಾಡಿದ್ದಾರೆ. ಮಧ್ಯಪ್ರದೇಶ ಚುನಾವಣಾ ಪ್ರಚಾರ ವೇಳೆಯಲ್ಲಿ ರೈತರ ಸಾಲ ಮನ್ನಾ ಮಾಡುವುದಾಗಿ ಕಾಂಗ್ರೆಸ್ ಭರವಸೆ ನೀಡಿತ್ತು. ಅಧಿಕಾರಕ್ಕೆ ಬಂದ ತಕ್ಷಣ ಸಹಕಾರಿ ಮತ್ತು ರಾಷ್ಟ್ರೀಕೃತ ಬ್ಯಾಂಕುಗಳಲ್ಲಿನ 2 ಲಕ್ಷ ರೂ.ವರೆಗಿನ ಬೆಳೆ ಸಾಲ ಮನ್ನಾ ಮಾಡುವ ಕಡತಕ್ಕೆ ಸಹಿ ಹಾಕಿದ್ದಾರೆ. ಇದರಿಂದ ರಾಜ್ಯದ ಸುಮಾರು 34 ಲಕ್ಷ ರೈತರಿಗೆ ಅನುಕೂಲವಾಗಲಿದೆ. ಸಾಲ ಮನ್ನಾ ಯೋಜನೆಯಿಂದ ಸರ್ಕಾರದ ಬೊಕ್ಕಸಕ್ಕೆ ಸುಮಾರು 38 ಸಾವಿರ ಕೋಟಿ ರೂ. ಹೊರೆಯಾಗಲಿದೆ. ಒಟ್ಟು 1.87 ಲಕ್ಷ ಕೋಟಿ ರೈತರ ಸಾಲ ಮನ್ನಾ ಮಾಡಲಾಗಿದೆ ಎಂದು ತಿಳಿಸಲಾಗಿದೆ. bbox=[202, 1286, 613, 1367]
story2-photo-caption: ಮೈಸೂರಿನ ಮಾನಸ ಗಂಗೋತ್ರಿಯಲ್ಲಿಂದು ಕರ್ನಾಟಕ ರಾಜ್ಯ ಮಟ್ಟದ ವಿಜ್ಞಾನ ಹಾಗೂ ಪ್ರತಿಭಾ ಕಾರಂಜಿ ಮತ್ತು ಕಲೋತ್ಸವ ಸ್ಪರ್ಧೆಗಳ ವಿಜೇತರಿಗೆ ಬಹುಮಾನ ವಿತರಿಸಲಾಯಿತು. bbox=[394, 1058, 885, 1084]
story1-col7: ಎಲ್ಲಾ ಅಗತ್ಯ ಕ್ರಮಗಳನ್ನು ಕೈಗೊಳ್ಳಲಾಗಿದೆ. ಮತದಾನದ ದಿನಾಂಕದಂದು ಮತದಾರರು ತಮ್ಮ ಗುರುತಿನ ಚೀಟಿಯೊಂದಿಗೆ ಹಾಜರಾಗಬೇಕು. ಹೆಚ್ಚಿನ ಮಾಹಿತಿಗೆ ಜಿಲ್ಲಾಧಿಕಾರಿಗಳ ಕಚೇರಿ ಸಂಪರ್ಕಿಸಬಹುದು. bbox=[1242, 551, 1409, 618]
story3-box bbox=[1078, 700, 1409, 1222]
story2-below2: ದಾವಣಗೆರೆ ಜಿಲ್ಲೆ ಮಹಿಳೆಯರ ತಂಡ ಮತ್ತು ಚಿಕ್ಕಮಗಳೂರು ಜಿಲ್ಲೆ ವಿದ್ಯಾರ್ಥಿಗಳು ಸ್ಪರ್ಧೆಗಳಲ್ಲಿ ಉತ್ತಮ ಪ್ರದರ್ಶನ ನೀಡಿ ಬಹುಮಾನ ಪಡೆದರು. ವಿವಿಧ ಸ್ಪರ್ಧೆಗಳಲ್ಲಿ ಭಾಗವಹಿಸಿದ ವಿದ್ಯಾರ್ಥಿಗಳಿಗೆ ಪ್ರಮಾಣ ಪತ್ರ ವಿತರಿಸಲಾಯಿತು. bbox=[558, 1093, 729, 1161]
story6-meeting-photo bbox=[546, 1579, 989, 1822]
story2-col1: ಮೈಸೂರು, ಡಿ.17(ಎಂಕೆ)- ಮೈಸೂರಿನ ಮಾನಸ ಗಂಗೋತ್ರಿಯ ಬಯಲು ರಂಗಮಂದಿರದಲ್ಲಿ ನಡೆದ ರಾಜ್ಯ ಮಟ್ಟದ ಪ್ರತಿಭಾ ಕಾರಂಜಿ ಮತ್ತು ಕಲೋತ್ಸವ ಸ್ಪರ್ಧೆಗಳ ಸಮಾರೋಪ ಸಮಾರಂಭದಲ್ಲಿ ವಿಜೇತ ವಿದ್ಯಾರ್ಥಿಗಳಿಗೆ ಬಹುಮಾನ ವಿತರಿಸಲಾಯಿತು. ಕಲೋತ್ಸವದ ಸಂಗೀತ ಸ್ಪರ್ಧೆಯಲ್ಲಿ ಬಾಗಲಕೋಟೆ ಜಿಲ್ಲೆ ಪ್ರಥಮ, ಬೆಳಗಾವಿ ಜಿಲ್ಲೆ ದ್ವಿತೀಯ, ಶಿವಮೊಗ್ಗ ಜಿಲ್ಲೆ ತೃತೀಯ ಸ್ಥಾನ ಪಡೆದವು. ಧಾರವಾಡ ಜಿಲ್ಲೆ ಹಾಗೂ ಹೊಸ್ಪೇಟೆ ಜಿಲ್ಲೆಗಳು ವಿಶೇಷ ಬಹುಮಾನ ಪಡೆದವು. ಕಲೋತ್ಸವದ ನೃತ್ಯ ಸ್ಪರ್ಧೆಯಲ್ಲಿ ಹಾಸನ ಜಿಲ್ಲೆಯ ರಾಜ್ಯಕ್ಕೆ ಪ್ರಥಮ, ಮದ್ದೂರು ಶಾಲೆ ದ್ವಿತೀಯ ಹಾಗೂ ಮಂಡ್ಯ ಜಿಲ್ಲೆ ತೃತೀಯ ಸ್ಥಾನ ಪಡೆದವು. bbox=[202, 795, 378, 960]
story4-headline: ರೈತರ ಸಾಲ ಮನ್ನಾ ಘೋಷಿಸಿದ ಮುಖ್ಯಮಂತ್ರಿ ಕಮಲ್‌ನಾಥ್ bbox=[239, 1257, 572, 1278]
ad2-phone: ದೂರವಾಣಿ: 08175-220150 bbox=[1228, 1922, 1335, 1932]
